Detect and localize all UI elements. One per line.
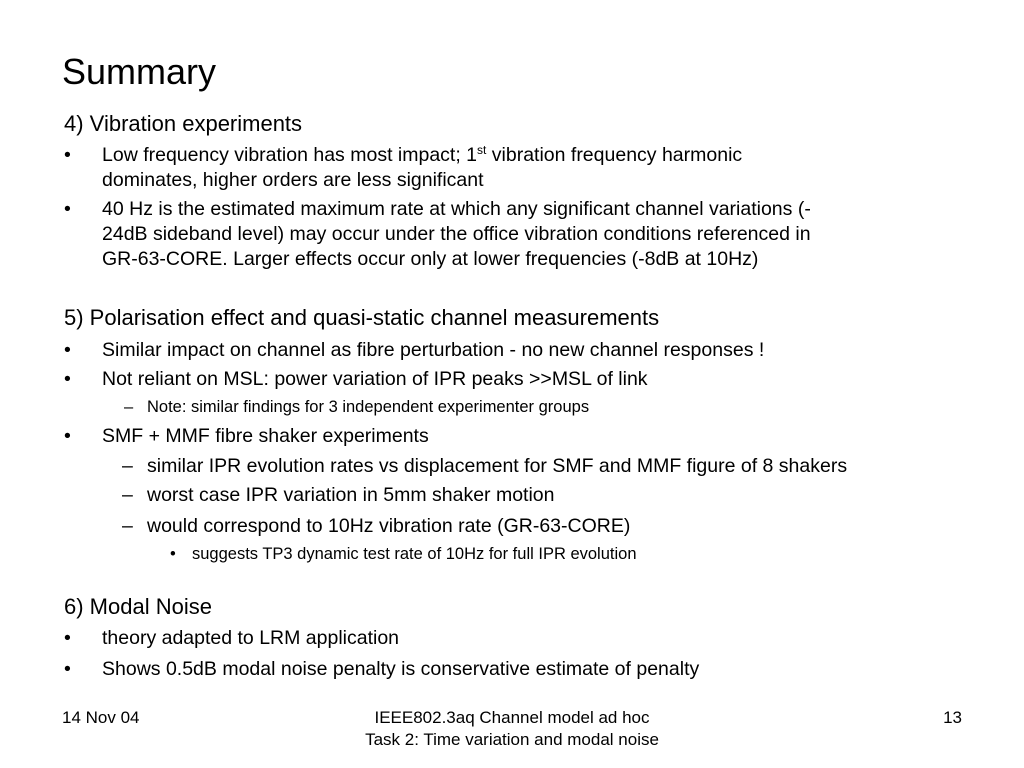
bullet-text: Shows 0.5dB modal noise penalty is conservative estimate of penalty <box>102 658 700 680</box>
section-heading-modal-noise: 6) Modal Noise <box>64 594 212 619</box>
sub-bullet-text: similar IPR evolution rates vs displacement for SMF and MMF figure of 8 shakers <box>147 455 848 477</box>
bullet-marker: • <box>64 627 71 649</box>
bullet-text-continued: 24dB sideband level) may occur under the office vibration conditions referenced in <box>102 223 811 245</box>
sub-bullet-text: Note: similar findings for 3 independent experimenter groups <box>147 398 590 416</box>
bullet-text: theory adapted to LRM application <box>102 627 400 649</box>
bullet-marker: • <box>64 144 71 166</box>
bullet-text: 40 Hz is the estimated maximum rate at which any significant channel variations (- <box>102 198 811 220</box>
dash-marker: – <box>122 455 133 477</box>
dash-marker: – <box>122 484 133 506</box>
sub-sub-bullet-text: suggests TP3 dynamic test rate of 10Hz for full IPR evolution <box>192 545 637 563</box>
sub-bullet-text: worst case IPR variation in 5mm shaker motion <box>147 484 555 506</box>
footer-title <box>312 707 712 751</box>
dash-marker: – <box>124 398 134 416</box>
bullet-text: Low frequency vibration has most impact; 1st vibration frequency harmonic <box>102 143 743 166</box>
section-heading-polarisation: 5) Polarisation effect and quasi-static channel measurements <box>64 305 660 330</box>
bullet-marker: • <box>64 339 71 361</box>
sub-bullet-text: would correspond to 10Hz vibration rate (GR-63-CORE) <box>147 515 631 537</box>
bullet-marker: • <box>64 368 71 390</box>
footer-date: 14 Nov 04 <box>62 708 140 727</box>
dash-marker: – <box>122 515 133 537</box>
slide-title: Summary <box>62 51 217 92</box>
bullet-marker: • <box>64 425 71 447</box>
bullet-text: Not reliant on MSL: power variation of IPR peaks >>MSL of link <box>102 368 648 390</box>
section-heading-vibration: 4) Vibration experiments <box>64 111 303 136</box>
bullet-text-continued: GR-63-CORE. Larger effects occur only at lower frequencies (-8dB at 10Hz) <box>102 248 759 270</box>
footer-title-line1: IEEE802.3aq Channel model ad hoc <box>374 708 650 727</box>
bullet-text-continued: dominates, higher orders are less significant <box>102 169 484 191</box>
sub-sub-bullet-marker: • <box>170 545 176 563</box>
bullet-marker: • <box>64 658 71 680</box>
bullet-text: SMF + MMF fibre shaker experiments <box>102 425 429 447</box>
bullet-marker: • <box>64 198 71 220</box>
footer-title-line2: Task 2: Time variation and modal noise <box>365 730 659 749</box>
bullet-text: Similar impact on channel as fibre perturbation - no new channel responses ! <box>102 339 765 361</box>
page-number: 13 <box>943 708 962 727</box>
